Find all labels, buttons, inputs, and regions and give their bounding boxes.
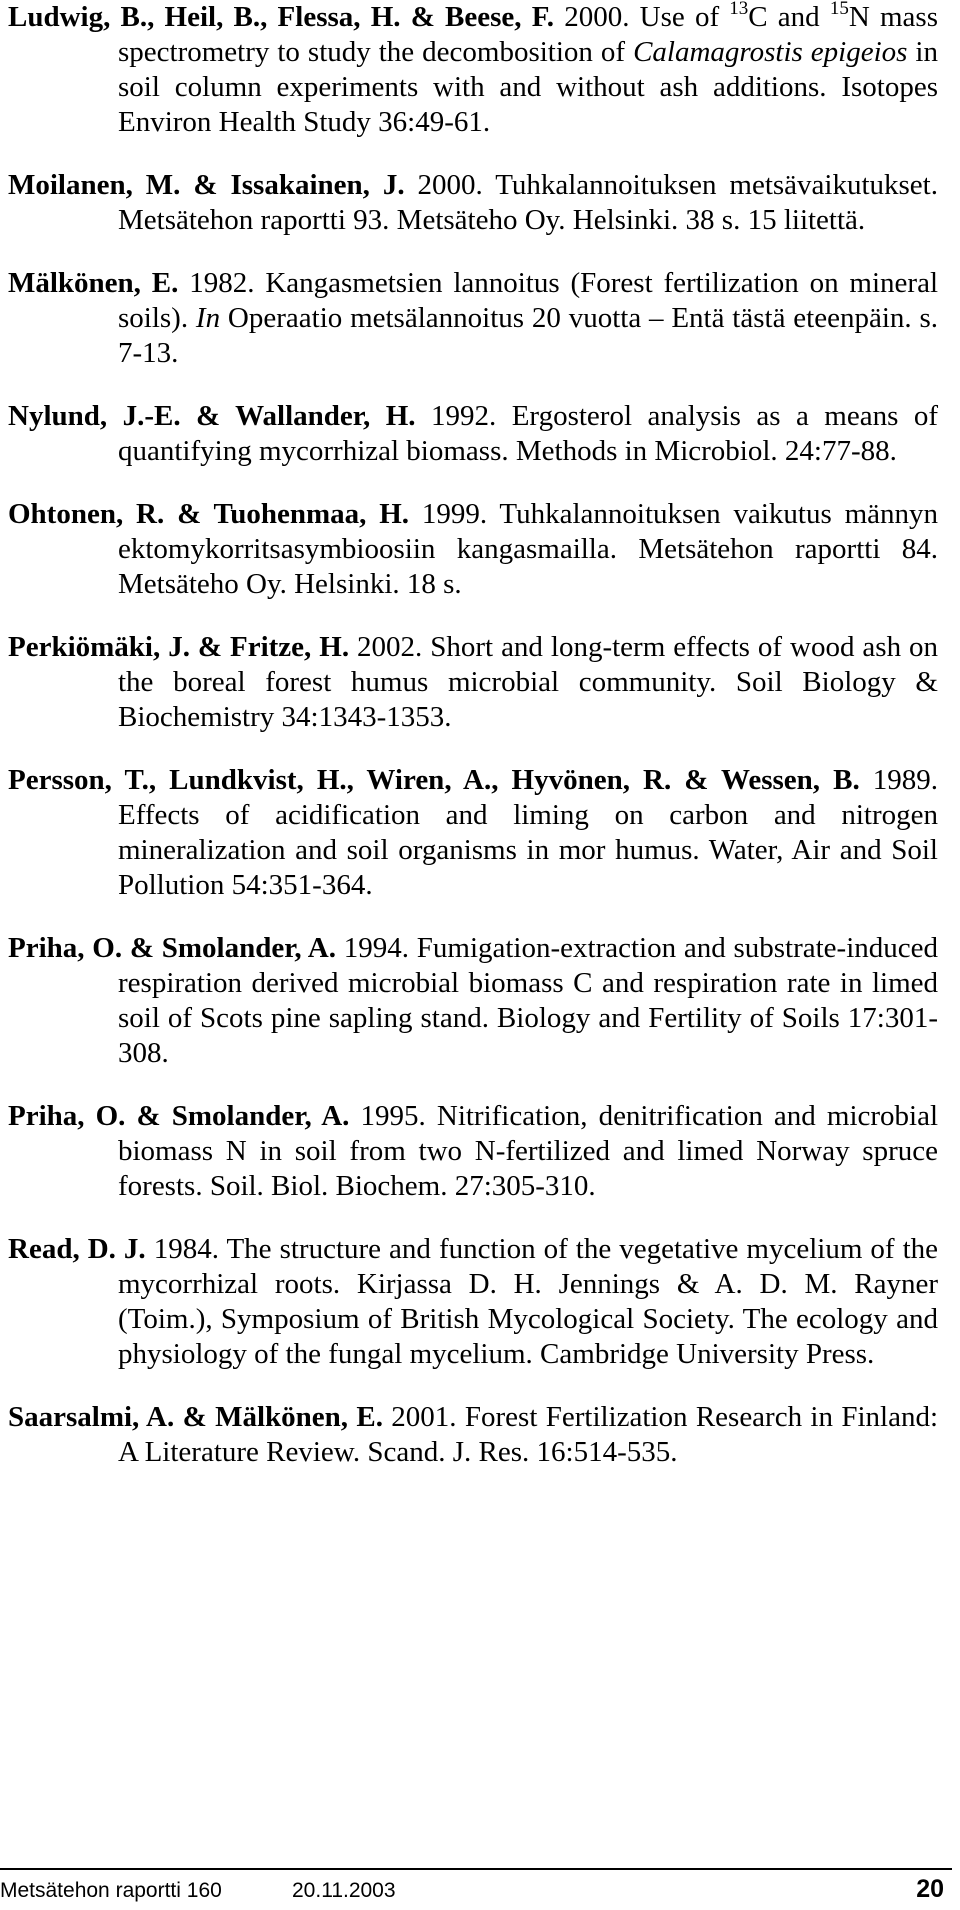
isotope-superscript: 15	[829, 0, 849, 19]
reference-entry	[8, 931, 938, 1071]
reference-year: 2001.	[391, 1401, 457, 1433]
reference-year: 2000.	[417, 169, 483, 201]
reference-text: in soil column experiments with and without ash additions. Isotopes Environ Health Study 36:49-61.	[118, 36, 938, 138]
reference-authors: Ludwig, B., Heil, B., Flessa, H. & Beese, F.	[8, 1, 555, 33]
page-footer	[0, 1876, 952, 1906]
reference-year: 1994.	[343, 932, 410, 964]
reference-text: The structure and function of the vegetative mycelium of the mycorrhizal roots. Kirjassa D. H. Jennings & A. D. M. Rayner (Toim.), Symposium of British Mycological Society. The ecology and physiology of the fungal mycelium. Cambridge University Press.	[118, 1233, 939, 1370]
reference-text: Forest Fertilization Research in Finland: A Literature Review. Scand. J. Res. 16:514-535.	[118, 1401, 938, 1468]
reference-year: 2002.	[357, 631, 423, 663]
reference-year: 2000.	[564, 1, 630, 33]
reference-year: 1995.	[360, 1100, 426, 1132]
footer-date: 20.11.2003	[292, 1879, 396, 1902]
reference-authors: Moilanen, M. & Issakainen, J.	[8, 169, 405, 201]
page-number: 20	[916, 1875, 944, 1903]
reference-entry	[8, 1099, 938, 1204]
reference-year: 1989.	[872, 764, 939, 796]
reference-text: Nitrification, denitrification and microbial biomass N in soil from two N-fertilized and limed Norway spruce forests. Soil. Biol. Biochem. 27:305-310.	[118, 1100, 939, 1202]
reference-entry	[8, 1400, 938, 1470]
reference-list	[8, 0, 938, 1498]
reference-year: 1999.	[421, 498, 488, 530]
reference-entry	[8, 1232, 938, 1372]
reference-year: 1982.	[189, 267, 255, 299]
reference-italic-word: In	[195, 302, 221, 334]
isotope-superscript: 13	[729, 0, 749, 19]
reference-authors: Nylund, J.-E. & Wallander, H.	[8, 400, 416, 432]
reference-text: N mass spectrometry to study the decombosition of	[118, 1, 939, 68]
reference-authors: Saarsalmi, A. & Mälkönen, E.	[8, 1401, 383, 1433]
reference-entry	[8, 399, 938, 469]
reference-text: C and	[748, 1, 830, 33]
reference-text: Effects of acidification and liming on carbon and nitrogen mineralization and soil organisms in mor humus. Water, Air and Soil Pollution 54:351-364.	[118, 799, 938, 901]
footer-publication: Metsätehon raportti 160	[0, 1879, 222, 1902]
reference-text: Tuhkalannoituksen metsävaikutukset. Metsätehon raportti 93. Metsäteho Oy. Helsinki. 38 s. 15 liitettä.	[118, 169, 938, 236]
species-name: Calamagrostis epigeios	[633, 36, 908, 68]
reference-text: Fumigation-extraction and substrate-induced respiration derived microbial biomass C and respiration rate in limed soil of Scots pine sapling stand. Biology and Fertility of Soils 17:301-308.	[118, 932, 939, 1069]
reference-entry	[8, 763, 938, 903]
reference-text: Short and long-term effects of wood ash on the boreal forest humus microbial community. Soil Biology & Biochemistry 34:1343-1353.	[118, 631, 939, 733]
reference-entry	[8, 0, 938, 140]
reference-authors: Priha, O. & Smolander, A.	[8, 1100, 350, 1132]
reference-year: 1992.	[431, 400, 497, 432]
reference-year: 1984.	[153, 1233, 219, 1265]
reference-text: Kangasmetsien lannoitus (Forest fertilization on mineral soils).	[118, 267, 939, 334]
reference-entry	[8, 497, 938, 602]
reference-entry	[8, 168, 938, 238]
reference-text: Operaatio metsälannoitus 20 vuotta – Entä tästä eteenpäin. s. 7-13.	[118, 302, 938, 369]
reference-entry	[8, 630, 938, 735]
reference-authors: Read, D. J.	[8, 1233, 146, 1265]
reference-authors: Priha, O. & Smolander, A.	[8, 932, 337, 964]
reference-authors: Persson, T., Lundkvist, H., Wiren, A., Hyvönen, R. & Wessen, B.	[8, 764, 860, 796]
reference-authors: Mälkönen, E.	[8, 267, 179, 299]
reference-authors: Perkiömäki, J. & Fritze, H.	[8, 631, 350, 663]
reference-text: Tuhkalannoituksen vaikutus männyn ektomykorritsasymbioosiin kangasmailla. Metsätehon raportti 84. Metsäteho Oy. Helsinki. 18 s.	[118, 498, 939, 600]
reference-entry	[8, 266, 938, 371]
reference-text: Ergosterol analysis as a means of quantifying mycorrhizal biomass. Methods in Microbiol. 24:77-88.	[118, 400, 939, 467]
reference-authors: Ohtonen, R. & Tuohenmaa, H.	[8, 498, 409, 530]
footer-divider	[0, 1868, 952, 1870]
reference-text: Use of	[639, 1, 730, 33]
